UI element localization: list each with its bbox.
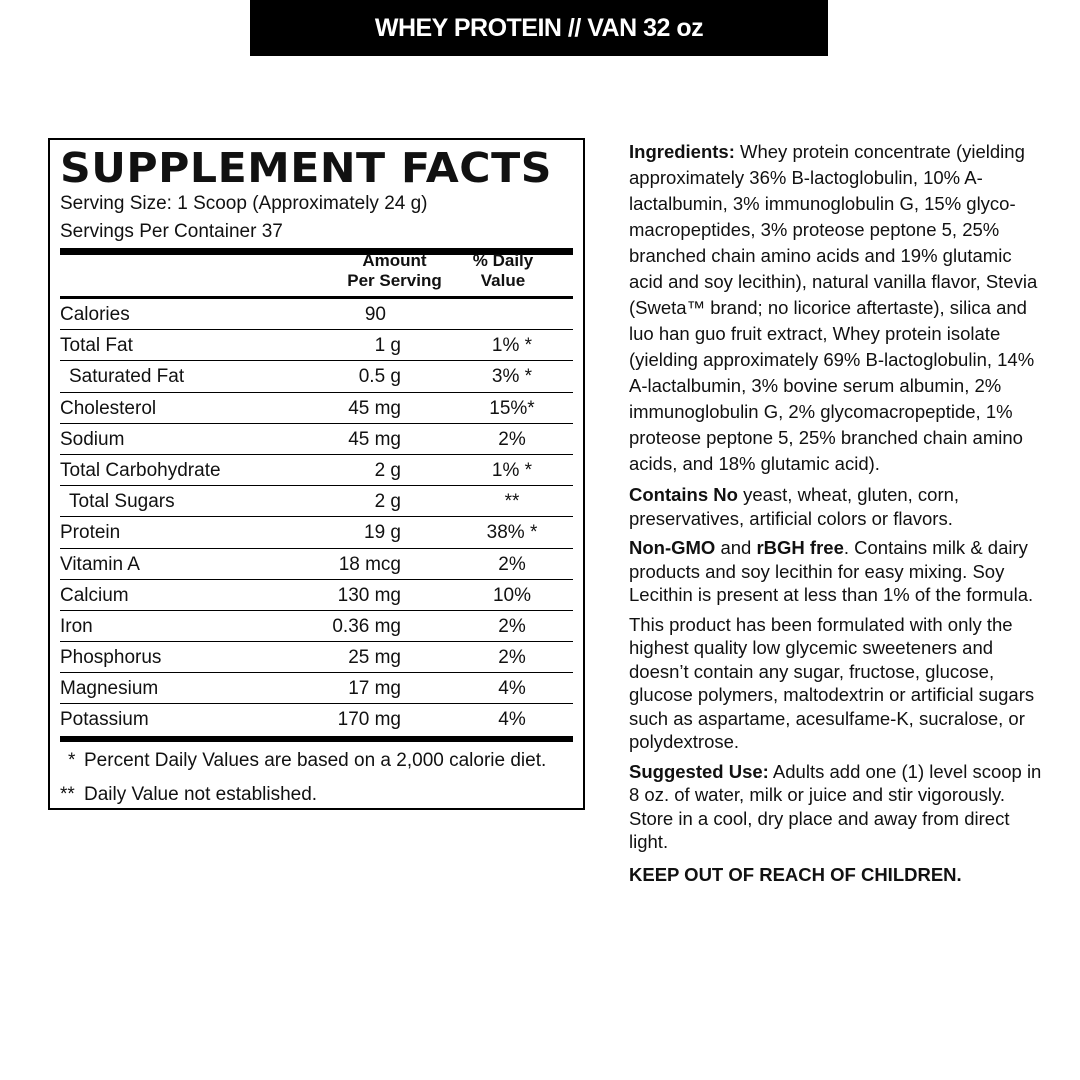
nutrient-row [60, 673, 573, 704]
ingredients-label: Ingredients: [629, 141, 735, 162]
contains-text: yeast, wheat, gluten, corn, preservatives, artificial colors or flavors. [629, 484, 960, 529]
nutrient-row [60, 486, 573, 517]
nutrient-rows [60, 299, 573, 736]
nutrient-daily-value: 10% [492, 584, 532, 606]
nutrient-amount: 0.36 mg [332, 615, 401, 637]
contains-label: Contains No [629, 484, 738, 505]
rbgh-label: rBGH free [756, 537, 844, 558]
nutrient-name: Cholesterol [60, 397, 157, 419]
nutrient-daily-value: 2% [498, 428, 526, 450]
nutrient-name: Protein [60, 522, 121, 544]
nutrient-row [60, 517, 573, 548]
nutrient-row [60, 455, 573, 486]
formulated-paragraph: This product has been formulated with only the highest quality low glycemic sweeteners and doesn’t contain any sugar, fructose, glucose, glucose polymers, maltodextrin or artificial sugars such as aspartame, acesulfame-K, sucralose, or polydextrose. [629, 613, 1035, 752]
nutrient-daily-value: 15%* [489, 397, 535, 419]
nutrient-name: Total Carbohydrate [60, 459, 221, 481]
nutrient-amount: 18 mcg [338, 553, 401, 575]
nongmo-paragraph [629, 536, 1049, 607]
servings-per-container: Servings Per Container 37 [60, 221, 283, 242]
nutrient-amount: 19 g [364, 522, 401, 544]
nutrient-row [60, 611, 573, 642]
ingredients-paragraph [629, 139, 1049, 477]
nutrient-row [60, 704, 573, 735]
nutrient-row [60, 549, 573, 580]
nutrient-amount: 0.5 g [358, 366, 401, 388]
suggested-use-text: Adults add one (1) level scoop in 8 oz. of water, milk or juice and stir vigorously. Store in a cool, dry place and away from direct light. [629, 760, 1042, 852]
nutrient-name: Saturated Fat [69, 366, 185, 388]
supplement-facts-panel [48, 138, 585, 810]
nutrient-row [60, 424, 573, 455]
nutrient-name: Calories [60, 304, 130, 325]
nutrient-name: Iron [60, 615, 93, 637]
ingredients-text: Whey protein concentrate (yielding approximately 36% B-lactoglobulin, 10% A-lactalbumin, 3% immunoglobulin G, 15% glyco-macropeptides, 3% proteose peptone 5, 25% branched chain amino acids and 19% glutamic acid and soy lecithin), natural vanilla flavor, Stevia (Sweta™ brand; no licorice aftertaste), silica and luo han guo fruit extract, Whey protein isolate (yielding approximately 69% B-lactoglobulin, 14% A-lactalbumin, 3% bovine serum albumin, 2% immunoglobulin G, 2% glycomacropeptide, 1% proteose peptone 5, 25% branched chain amino acids, and 18% glutamic acid). [629, 141, 1038, 474]
nutrient-row [60, 393, 573, 424]
nutrient-amount: 1 g [374, 335, 401, 357]
nongmo-label: Non-GMO [629, 537, 716, 558]
nutrient-daily-value: 2% [498, 553, 526, 575]
nutrient-amount: 17 mg [348, 678, 401, 700]
nutrient-daily-value: 1% * [491, 335, 533, 357]
nutrient-amount: 45 mg [348, 397, 401, 419]
nutrient-amount: 45 mg [348, 428, 401, 450]
daily-value-header: % Daily Value [472, 251, 534, 290]
nutrient-name: Calcium [60, 584, 129, 606]
nutrient-daily-value: 2% [498, 615, 526, 637]
suggested-use-label: Suggested Use: [629, 760, 769, 782]
nutrient-daily-value: 1% * [491, 459, 533, 481]
nutrient-row [60, 642, 573, 673]
nutrient-daily-value: 4% [498, 709, 526, 731]
nutrient-row [60, 330, 573, 361]
label-text-column [629, 139, 1049, 894]
footnote-dv [60, 744, 573, 778]
footnote-text: Percent Daily Values are based on a 2,000 calorie diet. [84, 749, 547, 771]
nutrient-name: Potassium [60, 709, 149, 731]
nutrient-amount: 90 [364, 304, 386, 325]
contains-paragraph [629, 483, 1049, 530]
nutrient-row [60, 299, 573, 330]
footnote-mark: ** [60, 783, 75, 805]
nutrient-daily-value: 4% [498, 678, 526, 700]
thick-divider-bottom [60, 736, 573, 742]
footnote-text: Daily Value not established. [84, 783, 318, 805]
nongmo-text: . Contains milk & dairy products and soy lecithin for easy mixing. Soy Lecithin is present at less than 1% of the formula. [629, 537, 1034, 605]
nutrient-name: Vitamin A [60, 553, 140, 575]
serving-size: Serving Size: 1 Scoop (Approximately 24 g) [60, 193, 428, 214]
nutrient-amount: 2 g [374, 491, 401, 513]
nutrient-daily-value: 2% [498, 647, 526, 669]
nutrient-row [60, 361, 573, 392]
nutrient-amount: 2 g [374, 459, 401, 481]
footnote-not-established [60, 778, 573, 812]
nutrient-name: Magnesium [60, 678, 159, 700]
nutrient-name: Total Sugars [69, 491, 175, 513]
nutrient-amount: 25 mg [348, 647, 401, 669]
nutrient-row [60, 580, 573, 611]
nutrient-amount: 130 mg [337, 584, 401, 606]
warning-text: KEEP OUT OF REACH OF CHILDREN. [629, 863, 962, 885]
column-header [60, 251, 573, 299]
suggested-use-paragraph [629, 760, 1049, 854]
amount-header: Amount Per Serving [347, 251, 442, 290]
nutrient-daily-value: 38% * [486, 522, 538, 544]
nutrient-name: Total Fat [60, 335, 133, 357]
facts-title: SUPPLEMENT FACTS [60, 144, 552, 192]
nutrient-amount: 170 mg [337, 709, 401, 731]
nutrient-daily-value: 3% * [491, 366, 533, 388]
nutrient-name: Sodium [60, 428, 125, 450]
footnote-mark: * [68, 749, 76, 771]
product-banner: WHEY PROTEIN // VAN 32 oz [250, 0, 828, 56]
nutrient-daily-value: ** [504, 491, 520, 513]
nutrient-name: Phosphorus [60, 647, 162, 669]
nongmo-and: and [715, 537, 757, 558]
